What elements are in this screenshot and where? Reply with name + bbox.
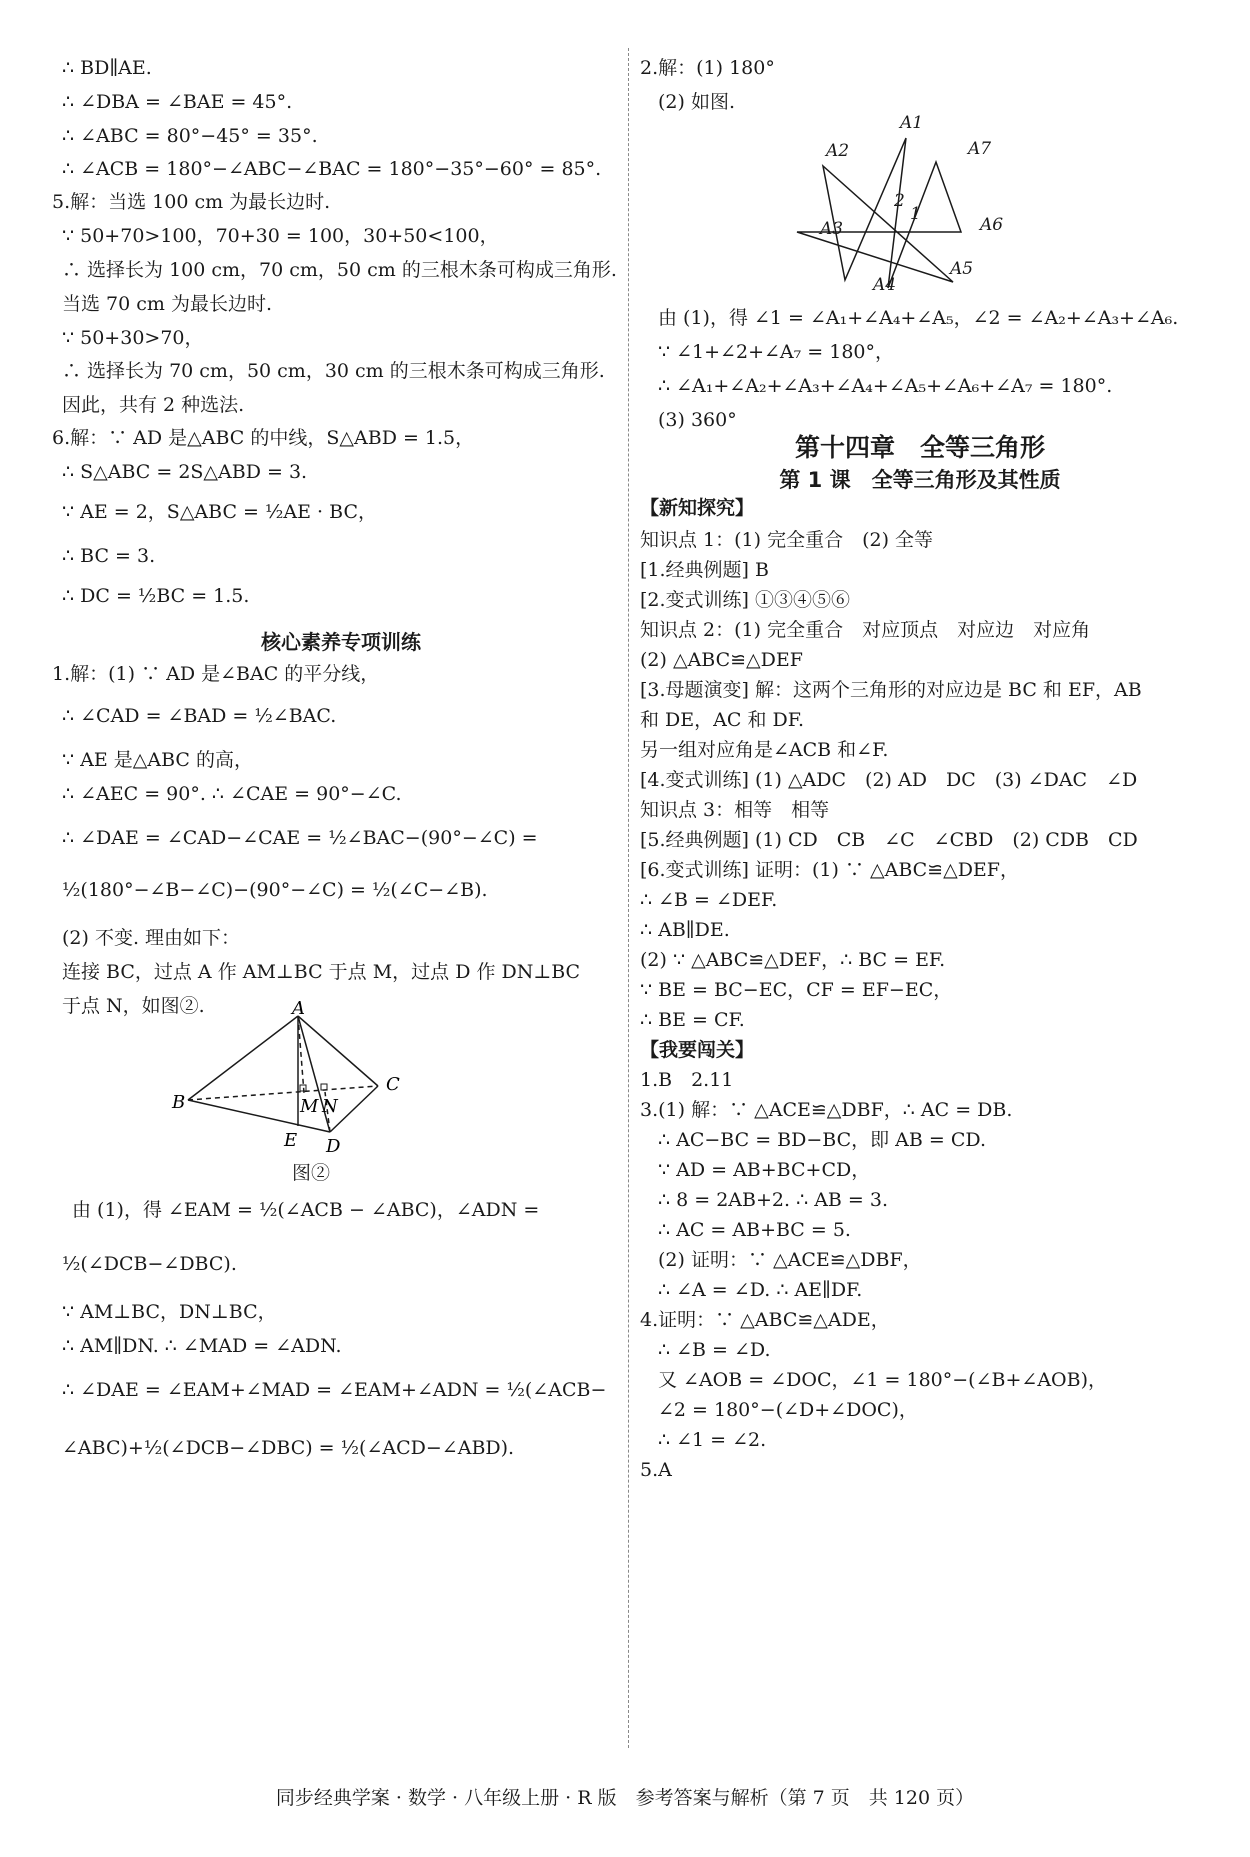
text-line: ∴ ∠1 = ∠2. (658, 1429, 767, 1451)
figure-caption: 图② (292, 1162, 331, 1184)
text-line: ∴ ∠A = ∠D. ∴ AE∥DF. (658, 1279, 863, 1301)
text-line: (2) △ABC≌△DEF (640, 649, 803, 671)
section-header: 【我要闯关】 (640, 1039, 755, 1061)
text-line: ∴ AC−BC = BD−BC，即 AB = CD. (658, 1129, 986, 1151)
star-label-a4: A4 (873, 275, 897, 295)
vertex-label-d: D (326, 1136, 341, 1157)
text-line: ∴ ∠A₁+∠A₂+∠A₃+∠A₄+∠A₅+∠A₆+∠A₇ = 180°. (658, 375, 1113, 397)
text-line: 又 ∠AOB = ∠DOC，∠1 = 180°−(∠B+∠AOB)， (658, 1369, 1107, 1391)
angle-label-2: 2 (894, 191, 905, 211)
text-line: 2.解：(1) 180° (640, 57, 775, 79)
text-line: ∴ ∠ABC = 80°−45° = 35°. (62, 125, 318, 147)
text-line: 由 (1)，得 ∠EAM = ½(∠ACB − ∠ABC)，∠ADN = (72, 1199, 540, 1221)
vertex-label-a: A (292, 998, 305, 1019)
text-line: ∴ ∠ACB = 180°−∠ABC−∠BAC = 180°−35°−60° = 85°. (62, 158, 602, 180)
text-line: [4.变式训练] (1) △ADC (2) AD DC (3) ∠DAC ∠D (640, 769, 1138, 791)
star-label-a2: A2 (826, 141, 850, 161)
text-line: 1.解：(1) ∵ AD 是∠BAC 的平分线， (52, 663, 380, 685)
text-line: [2.变式训练] ①③④⑤⑥ (640, 589, 850, 611)
star-figure (780, 113, 1004, 304)
text-line: (3) 360° (658, 409, 737, 431)
star-label-a6: A6 (980, 215, 1004, 235)
text-line: ∴ ∠DAE = ∠EAM+∠MAD = ∠EAM+∠ADN = ½(∠ACB− (62, 1379, 607, 1401)
text-line: [3.母题演变] 解：这两个三角形的对应边是 BC 和 EF，AB (640, 679, 1142, 701)
vertex-label-c: C (386, 1074, 400, 1095)
text-line: (2) ∵ △ABC≌△DEF，∴ BC = EF. (640, 949, 946, 971)
text-line: 当选 70 cm 为最长边时. (62, 293, 272, 315)
text-line: ∴ ∠DBA = ∠BAE = 45°. (62, 91, 293, 113)
text-line: [5.经典例题] (1) CD CB ∠C ∠CBD (2) CDB CD (640, 829, 1138, 851)
chapter-title: 第十四章 全等三角形 (794, 433, 1045, 462)
text-line: ½(∠DCB−∠DBC). (62, 1253, 237, 1275)
triangle-figure (172, 998, 412, 1164)
text-line: ∴ 8 = 2AB+2. ∴ AB = 3. (658, 1189, 889, 1211)
text-line: 5.解：当选 100 cm 为最长边时. (52, 191, 331, 213)
text-line: 连接 BC，过点 A 作 AM⊥BC 于点 M，过点 D 作 DN⊥BC (62, 961, 581, 983)
text-line: ∵ AE 是△ABC 的高， (62, 749, 253, 771)
angle-label-1: 1 (910, 204, 921, 224)
text-line: 知识点 1：(1) 完全重合 (2) 全等 (640, 529, 934, 551)
text-line: 知识点 3：相等 相等 (640, 799, 830, 821)
text-line: 由 (1)，得 ∠1 = ∠A₁+∠A₄+∠A₅，∠2 = ∠A₂+∠A₃+∠A₆. (658, 307, 1179, 329)
lesson-title: 第 1 课 全等三角形及其性质 (779, 468, 1061, 492)
text-line: ∵ BE = BC−EC，CF = EF−EC， (640, 979, 953, 1001)
text-line: ∴ ∠B = ∠DEF. (640, 889, 778, 911)
text-line: ∴ ∠DAE = ∠CAD−∠CAE = ½∠BAC−(90°−∠C) = (62, 827, 538, 849)
text-line: ∴ DC = ½BC = 1.5. (62, 585, 250, 607)
text-line: ∴ AB∥DE. (640, 919, 730, 941)
page-footer: 同步经典学案 · 数学 · 八年级上册 · R 版 参考答案与解析（第 7 页 共 120 页） (275, 1787, 975, 1809)
section-header: 【新知探究】 (640, 497, 755, 519)
text-line: 1.B 2.11 (640, 1069, 734, 1091)
star-label-a5: A5 (950, 259, 974, 279)
vertex-label-n: N (322, 1096, 338, 1117)
section-title: 核心素养专项训练 (261, 630, 421, 654)
text-line: ∴ 选择长为 70 cm，50 cm，30 cm 的三根木条可构成三角形. (62, 360, 605, 382)
text-line: ∠ABC)+½(∠DCB−∠DBC) = ½(∠ACD−∠ABD). (62, 1437, 515, 1459)
star-label-a1: A1 (900, 113, 924, 133)
text-line: 因此，共有 2 种选法. (62, 394, 245, 416)
text-line: [6.变式训练] 证明：(1) ∵ △ABC≌△DEF， (640, 859, 1019, 881)
text-line: (2) 如图. (658, 91, 735, 113)
text-line: ∵ ∠1+∠2+∠A₇ = 180°， (658, 341, 895, 363)
text-line: ∴ BD∥AE. (62, 57, 152, 79)
text-line: ∵ 50+70>100，70+30 = 100，30+50<100， (62, 225, 499, 247)
text-line: 于点 N，如图②. (62, 995, 205, 1017)
text-line: ∴ S△ABC = 2S△ABD = 3. (62, 461, 308, 483)
text-line: ½(180°−∠B−∠C)−(90°−∠C) = ½(∠C−∠B). (62, 879, 488, 901)
vertex-label-m: M (300, 1096, 319, 1117)
text-line: 知识点 2：(1) 完全重合 对应顶点 对应边 对应角 (640, 619, 1091, 641)
text-line: ∴ ∠AEC = 90°. ∴ ∠CAE = 90°−∠C. (62, 783, 402, 805)
text-line: ∵ AD = AB+BC+CD， (658, 1159, 871, 1181)
text-line: 和 DE，AC 和 DF. (640, 709, 804, 731)
text-line: ∵ AM⊥BC，DN⊥BC， (62, 1301, 277, 1323)
text-line: (2) 证明：∵ △ACE≌△DBF， (658, 1249, 922, 1271)
star-label-a3: A3 (820, 219, 844, 239)
text-line: ∴ BC = 3. (62, 545, 156, 567)
text-line: 6.解：∵ AD 是△ABC 的中线，S△ABD = 1.5， (52, 427, 475, 449)
text-line: ∴ AM∥DN. ∴ ∠MAD = ∠ADN. (62, 1335, 342, 1357)
vertex-label-e: E (284, 1130, 298, 1151)
text-line: ∵ AE = 2，S△ABC = ½AE · BC， (62, 501, 377, 523)
text-line: ∴ 选择长为 100 cm，70 cm，50 cm 的三根木条可构成三角形. (62, 259, 617, 281)
text-line: ∴ AC = AB+BC = 5. (658, 1219, 851, 1241)
text-line: 另一组对应角是∠ACB 和∠F. (640, 739, 889, 761)
star-label-a7: A7 (968, 139, 992, 159)
text-line: ∴ BE = CF. (640, 1009, 745, 1031)
text-line: 4.证明：∵ △ABC≌△ADE， (640, 1309, 890, 1331)
text-line: 3.(1) 解：∵ △ACE≌△DBF，∴ AC = DB. (640, 1099, 1013, 1121)
text-line: ∴ ∠CAD = ∠BAD = ½∠BAC. (62, 705, 337, 727)
text-line: [1.经典例题] B (640, 559, 769, 581)
text-line: ∠2 = 180°−(∠D+∠DOC)， (658, 1399, 918, 1421)
text-line: ∵ 50+30>70， (62, 327, 204, 349)
vertex-label-b: B (172, 1092, 186, 1113)
text-line: (2) 不变. 理由如下： (62, 927, 241, 949)
column-divider (628, 48, 629, 1748)
text-line: ∴ ∠B = ∠D. (658, 1339, 771, 1361)
text-line: 5.A (640, 1459, 672, 1481)
